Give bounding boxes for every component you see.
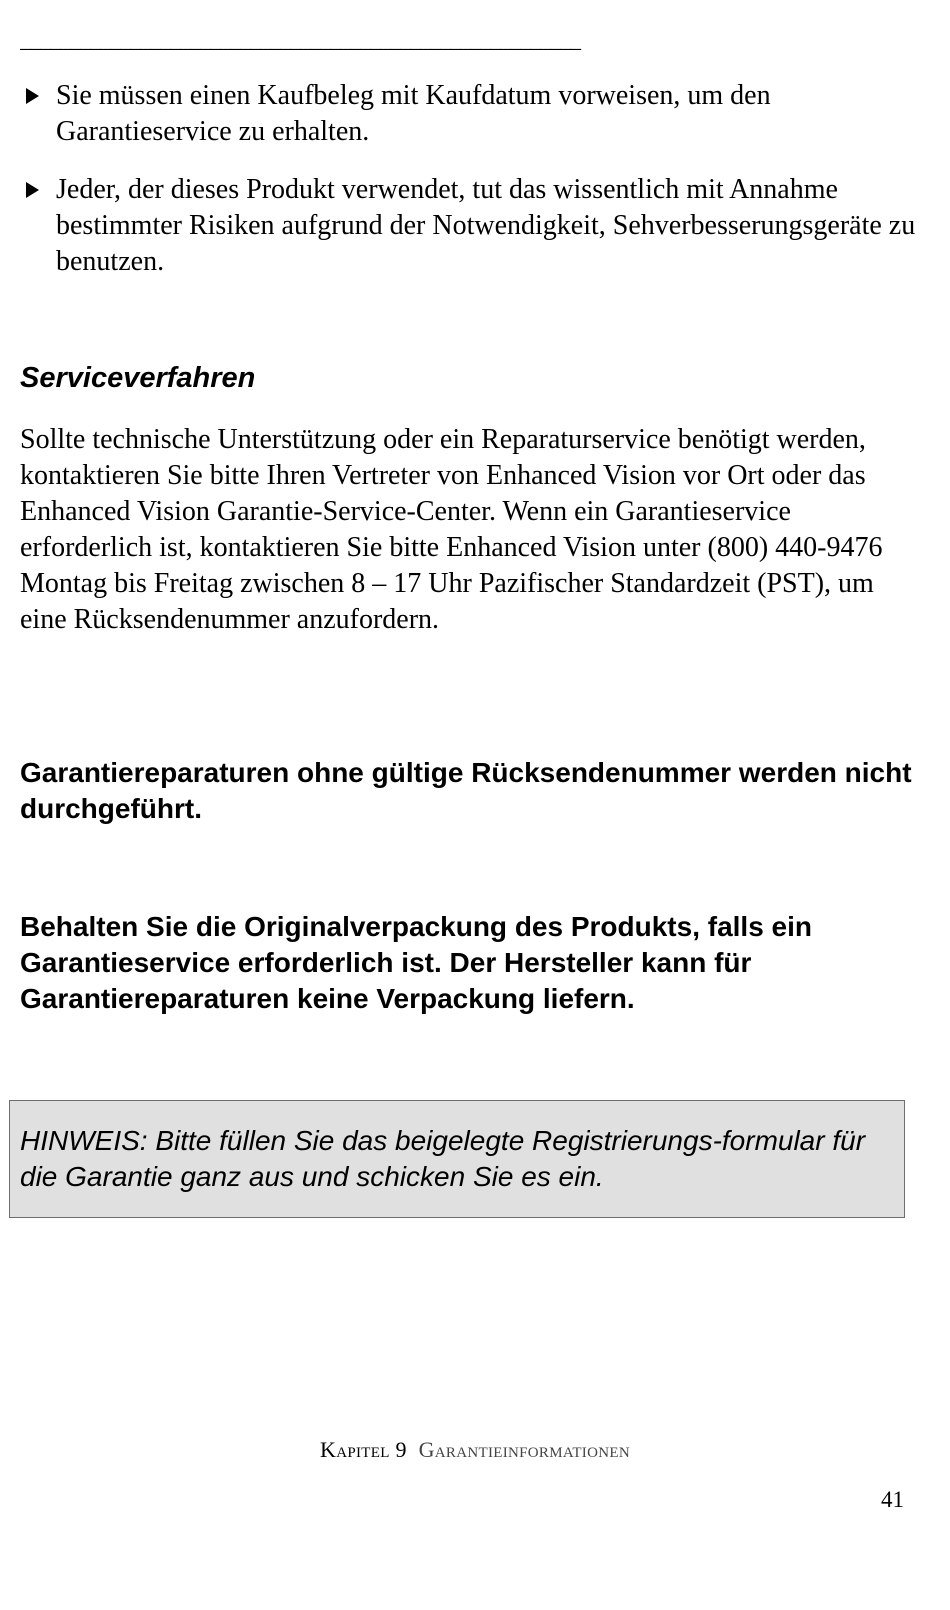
list-item-text: Jeder, der dieses Produkt verwendet, tut das wissentlich mit Annahme bestimmter Risiken aufgrund der Notwendigkeit, Sehverbesserungsgeräte zu benutzen. <box>56 174 916 277</box>
top-rule: ________________________________________________________ <box>20 27 580 52</box>
list-item <box>24 172 924 280</box>
footer-chapter-title: Garantieinformationen <box>418 1437 630 1462</box>
triangle-bullet-icon <box>26 182 39 198</box>
warning-packaging: Behalten Sie die Originalverpackung des Produkts, falls ein Garantieservice erforderlich ist. Der Hersteller kann für Garantiereparaturen keine Verpackung liefern. <box>20 911 813 1014</box>
page-number: 41 <box>881 1487 904 1512</box>
note-box <box>9 1100 905 1218</box>
note-text: HINWEIS: Bitte füllen Sie das beigelegte Registrierungs-formular für die Garantie ganz aus und schicken Sie es ein. <box>20 1125 866 1192</box>
triangle-bullet-icon <box>26 88 39 104</box>
list-item-text: Sie müssen einen Kaufbeleg mit Kaufdatum vorweisen, um den Garantieservice zu erhalten. <box>56 80 771 147</box>
warning-return-number: Garantiereparaturen ohne gültige Rücksendenummer werden nicht durchgeführt. <box>20 757 912 824</box>
service-paragraph: Sollte technische Unterstützung oder ein Reparaturservice benötigt werden, kontaktieren Sie bitte Ihren Vertreter von Enhanced Vision vor Ort oder das Enhanced Vision Garantie-Service-Center. Wenn ein Garantieservice erforderlich ist, kontaktieren Sie bitte Enhanced Vision unter (800) 440-9476 Montag bis Freitag zwischen 8 – 17 Uhr Pazifischer Standardzeit (PST), um eine Rücksendenummer anzufordern. <box>20 424 883 635</box>
page-footer <box>0 1436 950 1464</box>
footer-chapter: Kapitel 9 <box>320 1437 407 1462</box>
section-title: Serviceverfahren <box>20 362 256 394</box>
list-item <box>24 78 924 150</box>
requirements-list <box>24 78 924 302</box>
